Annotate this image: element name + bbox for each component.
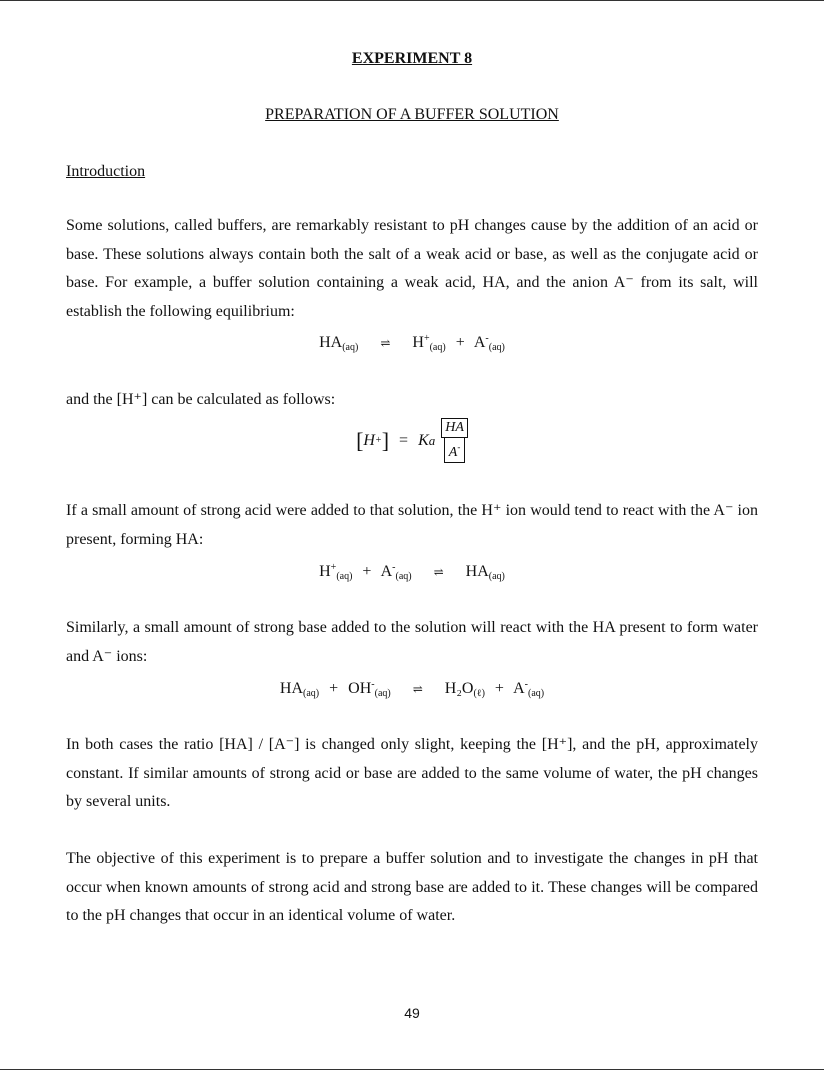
hydrogen-ion-formula: [0, 418, 824, 463]
eq2-ka: K: [418, 431, 429, 449]
eq2-lhs-sup: +: [374, 435, 382, 446]
strong-acid-paragraph: If a small amount of strong acid were added to that solution, the H⁺ ion would tend to react with the A⁻ ion present, forming HA:: [66, 502, 758, 548]
page-subtitle: PREPARATION OF A BUFFER SOLUTION: [265, 106, 559, 123]
equilibrium-arrow-icon: ⇌: [380, 336, 391, 350]
eq3-rhs: HA: [465, 563, 489, 580]
eq3-l2-sub: (aq): [395, 571, 412, 582]
ratio-paragraph: In both cases the ratio [HA] / [A⁻] is changed only slight, keeping the [H⁺], and the pH, approximately constant. If similar amounts of strong acid or base are added to the same volume of water, the pH changes by several units.: [66, 736, 758, 810]
objective-paragraph: The objective of this experiment is to prepare a buffer solution and to investigate the changes in pH that occur when known amounts of strong acid and strong base are added to it. These changes will be compared to the pH changes that occur in an identical volume of water.: [66, 850, 758, 924]
right-bracket: ]: [381, 427, 390, 453]
eq1-plus: +: [455, 334, 465, 351]
fraction-denominator: [444, 438, 466, 463]
eq1-r2-sub: (aq): [488, 342, 505, 353]
eq4-l1: HA: [279, 680, 304, 697]
section-heading: Introduction: [66, 163, 146, 180]
eq3-rhs-sub: (aq): [488, 571, 505, 582]
strong-base-paragraph: Similarly, a small amount of strong base added to the solution will react with the HA present to form water and A⁻ ions:: [66, 619, 758, 665]
page-number: 49: [404, 1005, 420, 1021]
eq1-r1-sup: +: [423, 333, 430, 344]
eq1-r1-sub: (aq): [429, 342, 446, 353]
eq1-r1: H: [412, 334, 424, 351]
eq3-l1-sub: (aq): [336, 571, 353, 582]
eq1-r2-sup: -: [485, 333, 489, 344]
fraction-numerator: HA: [441, 418, 468, 437]
eq2-ka-sub: a: [428, 432, 436, 448]
equilibrium-equation-1: [0, 333, 824, 353]
equilibrium-equation-2: [0, 562, 824, 582]
eq3-l1-sup: +: [330, 562, 337, 573]
eq3-plus: +: [362, 563, 372, 580]
eq2-lhs: H: [363, 431, 375, 449]
intro-paragraph: Some solutions, called buffers, are remarkably resistant to pH changes cause by the addition of an acid or base. These solutions always contain both the salt of a weak acid or base, as well as the conjugate acid or base. For example, a buffer solution containing a weak acid, HA, and the anion A⁻ from its salt, will establish the following equilibrium:: [66, 217, 758, 320]
eq4-l2: OH: [348, 680, 372, 697]
eq3-l1: H: [319, 563, 331, 580]
eq4-r2: A: [513, 680, 525, 697]
page-top-border: [0, 0, 824, 1]
eq4-r1-sub: (ℓ): [473, 688, 485, 699]
eq2-den-sup: -: [457, 442, 461, 452]
calc-paragraph: and the [H⁺] can be calculated as follows:: [66, 391, 336, 408]
eq4-l2-sub: (aq): [374, 688, 391, 699]
eq4-r2-sub: (aq): [527, 688, 545, 699]
eq4-r2-sup: -: [524, 679, 528, 690]
eq4-l1-sub: (aq): [303, 688, 320, 699]
eq4-plus2: +: [494, 680, 504, 697]
page-bottom-border: [0, 1069, 824, 1070]
equilibrium-arrow-icon: ⇌: [433, 565, 444, 579]
concentration-fraction: [441, 418, 468, 463]
eq3-l2: A: [380, 563, 393, 580]
equilibrium-arrow-icon: ⇌: [412, 682, 423, 696]
eq4-r1: H₂O: [444, 680, 474, 697]
eq1-r2: A: [473, 334, 486, 351]
page-title: EXPERIMENT 8: [351, 50, 473, 67]
left-bracket: [: [356, 427, 364, 453]
eq4-l2-sup: -: [371, 679, 375, 690]
eq1-lhs: HA: [319, 334, 343, 351]
eq3-l2-sup: -: [392, 562, 396, 573]
eq4-plus1: +: [329, 680, 339, 697]
eq2-den: A: [448, 445, 458, 460]
eq2-equals: =: [399, 431, 409, 449]
eq1-lhs-sub: (aq): [342, 342, 359, 353]
equilibrium-equation-3: [0, 679, 824, 699]
